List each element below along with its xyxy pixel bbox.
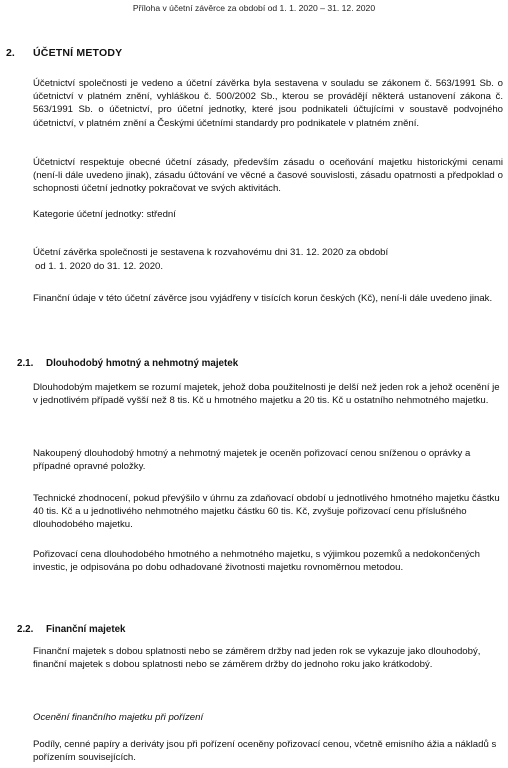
- section-title: ÚČETNÍ METODY: [33, 47, 123, 59]
- subsection-number: 2.2.: [17, 624, 34, 635]
- paragraph-balance-date-line2: od 1. 1. 2020 do 31. 12. 2020.: [35, 261, 164, 272]
- paragraph-balance-date-line1: Účetní závěrka společnosti je sestavena k rozvahovému dni 31. 12. 2020 za období: [33, 247, 389, 258]
- subsection-title: Finanční majetek: [46, 624, 126, 635]
- paragraph-securities-valuation: Podíly, cenné papíry a deriváty jsou při pořízení oceněny pořizovací cenou, včetně emisního ážia a nákladů s pořízením souvisejících.: [33, 739, 497, 764]
- paragraph-entity-category: Kategorie účetní jednotky: střední: [33, 209, 176, 220]
- paragraph-financial-assets: Finanční majetek s dobou splatnosti nebo se záměrem držby nad jeden rok se vykazuje jako dlouhodobý, finanční majetek s dobou splatnosti nebo se záměrem držby do jednoho roku jako krátkodobý.: [33, 646, 481, 671]
- paragraph-currency: Finanční údaje v této účetní závěrce jsou vyjádřeny v tisících korun českých (Kč), není-li dále uvedeno jinak.: [33, 293, 493, 304]
- subsection-number: 2.1.: [17, 358, 34, 369]
- paragraph-accounting-basis: Účetnictví společnosti je vedeno a účetní závěrka byla sestavena v souladu se zákonem č. 563/1991 Sb. o účetnictví v platném znění, vyhláškou č. 500/2002 Sb., kterou se provádějí některá ustanovení zákona č. 563/1991 Sb. o účetnictví, pro účetní jednotky, které jsou podnikateli účtujícími v soustavě podvojného účetnictví, v platném znění a Českými účetními standardy pro podnikatele v platném znění.: [33, 78, 503, 129]
- page-header: Příloha v účetní závěrce za období od 1. 1. 2020 – 31. 12. 2020: [132, 3, 376, 13]
- subsection-title: Dlouhodobý hmotný a nehmotný majetek: [46, 358, 239, 369]
- paragraph-long-term-assets: Dlouhodobým majetkem se rozumí majetek, jehož doba použitelnosti je delší než jeden rok a jehož ocenění je v jednotlivém případě vyšší než 8 tis. Kč u hmotného majetku a 20 tis. Kč u ostatního nehmotného majetku.: [33, 382, 500, 407]
- paragraph-accounting-principles: Účetnictví respektuje obecné účetní zásady, především zásadu o oceňování majetku historickými cenami (není-li dále uvedeno jinak), zásadu účtování ve věcné a časové souvislosti, zásadu opatrnosti a předpoklad o schopnosti účetní jednotky pokračovat ve svých aktivitách.: [33, 157, 503, 195]
- italic-heading-valuation: Ocenění finančního majetku při pořízení: [33, 712, 204, 723]
- paragraph-depreciation: Pořizovací cena dlouhodobého hmotného a nehmotného majetku, s výjimkou pozemků a nedokončených investic, je odpisována po dobu odhadované životnosti majetku rovnoměrnou metodou.: [33, 549, 480, 574]
- paragraph-purchased-assets: Nakoupený dlouhodobý hmotný a nehmotný majetek je oceněn pořizovací cenou sníženou o oprávky a případné opravné položky.: [33, 448, 471, 473]
- paragraph-technical-improvement: Technické zhodnocení, pokud převýšilo v úhrnu za zdaňovací období u jednotlivého hmotného majetku částku 40 tis. Kč a u jednotlivého nehmotného majetku částku 60 tis. Kč, zvyšuje pořizovací cenu příslušného dlouhodobého majetku.: [33, 493, 500, 531]
- section-number: 2.: [6, 47, 15, 59]
